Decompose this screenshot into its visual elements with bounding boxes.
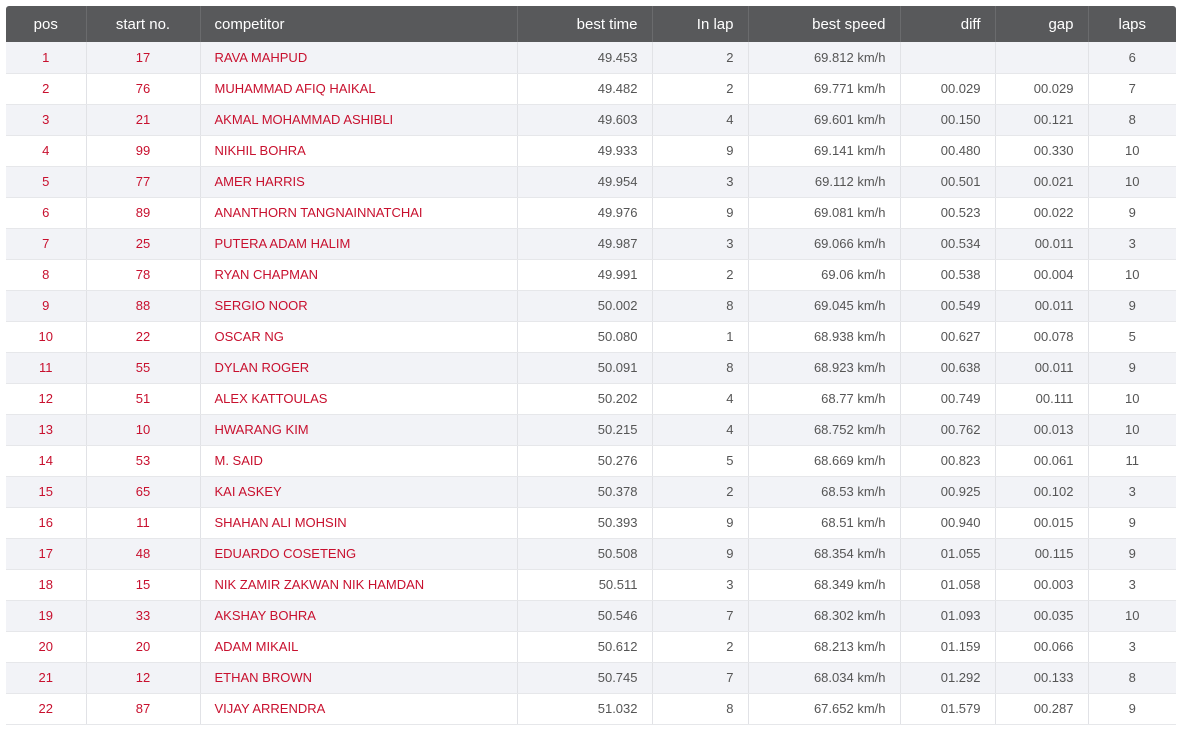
cell-best-time: 49.603 — [517, 104, 652, 135]
column-header-competitor[interactable]: competitor — [200, 6, 517, 42]
cell-gap: 00.287 — [995, 693, 1088, 724]
cell-pos: 2 — [6, 73, 86, 104]
cell-diff: 00.534 — [900, 228, 995, 259]
competitor-link[interactable]: AKSHAY BOHRA — [200, 600, 517, 631]
cell-laps: 3 — [1088, 476, 1176, 507]
competitor-link[interactable]: MUHAMMAD AFIQ HAIKAL — [200, 73, 517, 104]
cell-start-no: 87 — [86, 693, 200, 724]
competitor-link[interactable]: AMER HARRIS — [200, 166, 517, 197]
cell-best-speed: 68.349 km/h — [748, 569, 900, 600]
cell-best-speed: 69.771 km/h — [748, 73, 900, 104]
cell-best-speed: 69.601 km/h — [748, 104, 900, 135]
cell-gap: 00.102 — [995, 476, 1088, 507]
cell-best-time: 50.393 — [517, 507, 652, 538]
table-row[interactable] — [6, 259, 1176, 290]
cell-start-no: 76 — [86, 73, 200, 104]
cell-laps: 9 — [1088, 693, 1176, 724]
table-body — [6, 42, 1176, 724]
table-row[interactable] — [6, 662, 1176, 693]
competitor-link[interactable]: VIJAY ARRENDRA — [200, 693, 517, 724]
cell-laps: 11 — [1088, 445, 1176, 476]
cell-start-no: 15 — [86, 569, 200, 600]
cell-best-speed: 68.669 km/h — [748, 445, 900, 476]
cell-gap: 00.021 — [995, 166, 1088, 197]
competitor-link[interactable]: RAVA MAHPUD — [200, 42, 517, 73]
cell-best-time: 49.482 — [517, 73, 652, 104]
table-row[interactable] — [6, 290, 1176, 321]
cell-gap: 00.029 — [995, 73, 1088, 104]
cell-best-speed: 68.938 km/h — [748, 321, 900, 352]
competitor-link[interactable]: ADAM MIKAIL — [200, 631, 517, 662]
cell-pos: 12 — [6, 383, 86, 414]
competitor-link[interactable]: ANANTHORN TANGNAINNATCHAI — [200, 197, 517, 228]
cell-best-speed: 69.112 km/h — [748, 166, 900, 197]
cell-gap: 00.115 — [995, 538, 1088, 569]
cell-in-lap: 3 — [652, 228, 748, 259]
competitor-link[interactable]: KAI ASKEY — [200, 476, 517, 507]
cell-diff: 00.638 — [900, 352, 995, 383]
cell-diff: 01.058 — [900, 569, 995, 600]
competitor-link[interactable]: NIK ZAMIR ZAKWAN NIK HAMDAN — [200, 569, 517, 600]
cell-start-no: 25 — [86, 228, 200, 259]
cell-pos: 1 — [6, 42, 86, 73]
cell-diff: 00.749 — [900, 383, 995, 414]
cell-best-time: 50.546 — [517, 600, 652, 631]
cell-laps: 10 — [1088, 166, 1176, 197]
cell-in-lap: 4 — [652, 414, 748, 445]
cell-pos: 7 — [6, 228, 86, 259]
cell-laps: 9 — [1088, 507, 1176, 538]
table-row[interactable] — [6, 631, 1176, 662]
lap-results-table — [6, 6, 1176, 725]
cell-laps: 7 — [1088, 73, 1176, 104]
cell-best-time: 50.215 — [517, 414, 652, 445]
competitor-link[interactable]: OSCAR NG — [200, 321, 517, 352]
cell-best-time: 49.954 — [517, 166, 652, 197]
cell-start-no: 17 — [86, 42, 200, 73]
cell-laps: 3 — [1088, 569, 1176, 600]
cell-diff: 01.292 — [900, 662, 995, 693]
cell-in-lap: 8 — [652, 693, 748, 724]
cell-in-lap: 2 — [652, 73, 748, 104]
cell-gap: 00.004 — [995, 259, 1088, 290]
competitor-link[interactable]: DYLAN ROGER — [200, 352, 517, 383]
cell-diff: 00.150 — [900, 104, 995, 135]
cell-in-lap: 9 — [652, 135, 748, 166]
cell-gap: 00.133 — [995, 662, 1088, 693]
cell-gap: 00.066 — [995, 631, 1088, 662]
cell-best-speed: 68.354 km/h — [748, 538, 900, 569]
competitor-link[interactable]: NIKHIL BOHRA — [200, 135, 517, 166]
competitor-link[interactable]: ETHAN BROWN — [200, 662, 517, 693]
competitor-link[interactable]: HWARANG KIM — [200, 414, 517, 445]
cell-best-speed: 68.302 km/h — [748, 600, 900, 631]
cell-gap: 00.011 — [995, 352, 1088, 383]
table-row[interactable] — [6, 166, 1176, 197]
cell-laps: 8 — [1088, 104, 1176, 135]
cell-pos: 22 — [6, 693, 86, 724]
cell-laps: 10 — [1088, 414, 1176, 445]
cell-pos: 3 — [6, 104, 86, 135]
cell-diff: 00.549 — [900, 290, 995, 321]
cell-best-time: 50.508 — [517, 538, 652, 569]
cell-pos: 8 — [6, 259, 86, 290]
cell-pos: 11 — [6, 352, 86, 383]
cell-laps: 9 — [1088, 290, 1176, 321]
cell-start-no: 12 — [86, 662, 200, 693]
cell-best-speed: 68.034 km/h — [748, 662, 900, 693]
competitor-link[interactable]: EDUARDO COSETENG — [200, 538, 517, 569]
competitor-link[interactable]: SERGIO NOOR — [200, 290, 517, 321]
cell-start-no: 21 — [86, 104, 200, 135]
cell-gap: 00.003 — [995, 569, 1088, 600]
cell-diff: 00.762 — [900, 414, 995, 445]
cell-best-speed: 69.081 km/h — [748, 197, 900, 228]
cell-diff: 00.940 — [900, 507, 995, 538]
cell-start-no: 51 — [86, 383, 200, 414]
column-header-diff[interactable]: diff — [900, 6, 995, 42]
cell-gap: 00.061 — [995, 445, 1088, 476]
cell-best-speed: 69.045 km/h — [748, 290, 900, 321]
cell-gap: 00.015 — [995, 507, 1088, 538]
cell-in-lap: 7 — [652, 662, 748, 693]
cell-in-lap: 7 — [652, 600, 748, 631]
cell-in-lap: 1 — [652, 321, 748, 352]
cell-start-no: 20 — [86, 631, 200, 662]
cell-pos: 20 — [6, 631, 86, 662]
cell-in-lap: 3 — [652, 569, 748, 600]
cell-pos: 10 — [6, 321, 86, 352]
cell-best-speed: 68.51 km/h — [748, 507, 900, 538]
cell-in-lap: 2 — [652, 259, 748, 290]
cell-best-speed: 69.06 km/h — [748, 259, 900, 290]
column-header-best-time[interactable]: best time — [517, 6, 652, 42]
header-row — [6, 6, 1176, 42]
cell-diff — [900, 42, 995, 73]
cell-laps: 9 — [1088, 197, 1176, 228]
cell-start-no: 10 — [86, 414, 200, 445]
cell-pos: 18 — [6, 569, 86, 600]
column-header-start-no[interactable]: start no. — [86, 6, 200, 42]
cell-gap: 00.013 — [995, 414, 1088, 445]
cell-best-time: 49.991 — [517, 259, 652, 290]
cell-start-no: 11 — [86, 507, 200, 538]
cell-diff: 01.055 — [900, 538, 995, 569]
cell-diff: 00.823 — [900, 445, 995, 476]
results-table-container — [6, 6, 1176, 725]
cell-best-time: 50.511 — [517, 569, 652, 600]
cell-laps: 10 — [1088, 135, 1176, 166]
cell-gap: 00.011 — [995, 290, 1088, 321]
cell-best-time: 50.091 — [517, 352, 652, 383]
cell-best-time: 51.032 — [517, 693, 652, 724]
cell-pos: 16 — [6, 507, 86, 538]
cell-in-lap: 8 — [652, 290, 748, 321]
cell-diff: 01.579 — [900, 693, 995, 724]
cell-pos: 5 — [6, 166, 86, 197]
cell-gap: 00.022 — [995, 197, 1088, 228]
cell-diff: 00.501 — [900, 166, 995, 197]
cell-gap: 00.078 — [995, 321, 1088, 352]
cell-laps: 6 — [1088, 42, 1176, 73]
competitor-link[interactable]: M. SAID — [200, 445, 517, 476]
table-row[interactable] — [6, 414, 1176, 445]
competitor-link[interactable]: ALEX KATTOULAS — [200, 383, 517, 414]
column-header-laps[interactable]: laps — [1118, 15, 1147, 33]
cell-in-lap: 2 — [652, 476, 748, 507]
cell-in-lap: 2 — [652, 42, 748, 73]
cell-diff: 00.523 — [900, 197, 995, 228]
cell-best-time: 50.080 — [517, 321, 652, 352]
cell-pos: 17 — [6, 538, 86, 569]
cell-start-no: 88 — [86, 290, 200, 321]
table-row[interactable] — [6, 538, 1176, 569]
cell-best-time: 50.276 — [517, 445, 652, 476]
cell-best-speed: 69.141 km/h — [748, 135, 900, 166]
cell-best-speed: 68.923 km/h — [748, 352, 900, 383]
table-row[interactable] — [6, 569, 1176, 600]
cell-pos: 4 — [6, 135, 86, 166]
cell-gap: 00.121 — [995, 104, 1088, 135]
table-row[interactable] — [6, 693, 1176, 724]
cell-start-no: 65 — [86, 476, 200, 507]
table-row[interactable] — [6, 352, 1176, 383]
cell-diff: 00.925 — [900, 476, 995, 507]
column-header-pos[interactable]: pos — [6, 6, 86, 42]
table-row[interactable] — [6, 445, 1176, 476]
cell-best-speed: 68.752 km/h — [748, 414, 900, 445]
cell-best-time: 49.976 — [517, 197, 652, 228]
cell-start-no: 33 — [86, 600, 200, 631]
cell-gap: 00.011 — [995, 228, 1088, 259]
table-row[interactable] — [6, 73, 1176, 104]
cell-in-lap: 4 — [652, 383, 748, 414]
competitor-link[interactable]: SHAHAN ALI MOHSIN — [200, 507, 517, 538]
cell-in-lap: 8 — [652, 352, 748, 383]
table-row[interactable] — [6, 476, 1176, 507]
table-row[interactable] — [6, 600, 1176, 631]
cell-diff: 00.480 — [900, 135, 995, 166]
cell-pos: 14 — [6, 445, 86, 476]
cell-start-no: 77 — [86, 166, 200, 197]
cell-laps: 3 — [1088, 631, 1176, 662]
column-header-in-lap[interactable]: In lap — [652, 6, 748, 42]
cell-laps: 10 — [1088, 600, 1176, 631]
cell-start-no: 89 — [86, 197, 200, 228]
table-row[interactable] — [6, 507, 1176, 538]
cell-gap: 00.330 — [995, 135, 1088, 166]
cell-best-speed: 68.213 km/h — [748, 631, 900, 662]
competitor-link[interactable]: RYAN CHAPMAN — [200, 259, 517, 290]
cell-start-no: 99 — [86, 135, 200, 166]
cell-best-time: 50.378 — [517, 476, 652, 507]
cell-pos: 13 — [6, 414, 86, 445]
cell-best-speed: 69.812 km/h — [748, 42, 900, 73]
cell-in-lap: 3 — [652, 166, 748, 197]
cell-gap — [995, 42, 1088, 73]
cell-diff: 00.627 — [900, 321, 995, 352]
cell-start-no: 78 — [86, 259, 200, 290]
cell-best-time: 50.202 — [517, 383, 652, 414]
cell-laps: 9 — [1088, 538, 1176, 569]
cell-best-speed: 68.53 km/h — [748, 476, 900, 507]
cell-laps: 8 — [1088, 662, 1176, 693]
table-header — [6, 6, 1176, 42]
table-row[interactable] — [6, 383, 1176, 414]
cell-pos: 19 — [6, 600, 86, 631]
cell-in-lap: 9 — [652, 197, 748, 228]
cell-start-no: 53 — [86, 445, 200, 476]
cell-in-lap: 9 — [652, 538, 748, 569]
cell-in-lap: 4 — [652, 104, 748, 135]
table-row[interactable] — [6, 321, 1176, 352]
cell-best-time: 49.933 — [517, 135, 652, 166]
column-header-gap[interactable]: gap — [995, 6, 1088, 42]
cell-start-no: 22 — [86, 321, 200, 352]
cell-best-time: 50.745 — [517, 662, 652, 693]
cell-best-time: 50.612 — [517, 631, 652, 662]
cell-gap: 00.111 — [995, 383, 1088, 414]
cell-pos: 6 — [6, 197, 86, 228]
table-row[interactable] — [6, 197, 1176, 228]
table-row[interactable] — [6, 42, 1176, 73]
cell-laps: 9 — [1088, 352, 1176, 383]
competitor-link[interactable]: PUTERA ADAM HALIM — [200, 228, 517, 259]
cell-laps: 5 — [1088, 321, 1176, 352]
cell-gap: 00.035 — [995, 600, 1088, 631]
cell-best-speed: 68.77 km/h — [748, 383, 900, 414]
cell-laps: 10 — [1088, 259, 1176, 290]
table-row[interactable] — [6, 135, 1176, 166]
competitor-link[interactable]: AKMAL MOHAMMAD ASHIBLI — [200, 104, 517, 135]
cell-pos: 21 — [6, 662, 86, 693]
cell-diff: 00.029 — [900, 73, 995, 104]
cell-best-speed: 69.066 km/h — [748, 228, 900, 259]
cell-best-time: 49.453 — [517, 42, 652, 73]
table-row[interactable] — [6, 104, 1176, 135]
cell-best-time: 49.987 — [517, 228, 652, 259]
cell-in-lap: 5 — [652, 445, 748, 476]
cell-start-no: 48 — [86, 538, 200, 569]
cell-best-speed: 67.652 km/h — [748, 693, 900, 724]
table-row[interactable] — [6, 228, 1176, 259]
cell-pos: 15 — [6, 476, 86, 507]
cell-in-lap: 9 — [652, 507, 748, 538]
cell-pos: 9 — [6, 290, 86, 321]
cell-in-lap: 2 — [652, 631, 748, 662]
cell-laps: 10 — [1088, 383, 1176, 414]
cell-best-time: 50.002 — [517, 290, 652, 321]
cell-diff: 01.159 — [900, 631, 995, 662]
column-header-best-speed[interactable]: best speed — [748, 6, 900, 42]
cell-diff: 00.538 — [900, 259, 995, 290]
cell-diff: 01.093 — [900, 600, 995, 631]
cell-laps: 3 — [1088, 228, 1176, 259]
cell-start-no: 55 — [86, 352, 200, 383]
